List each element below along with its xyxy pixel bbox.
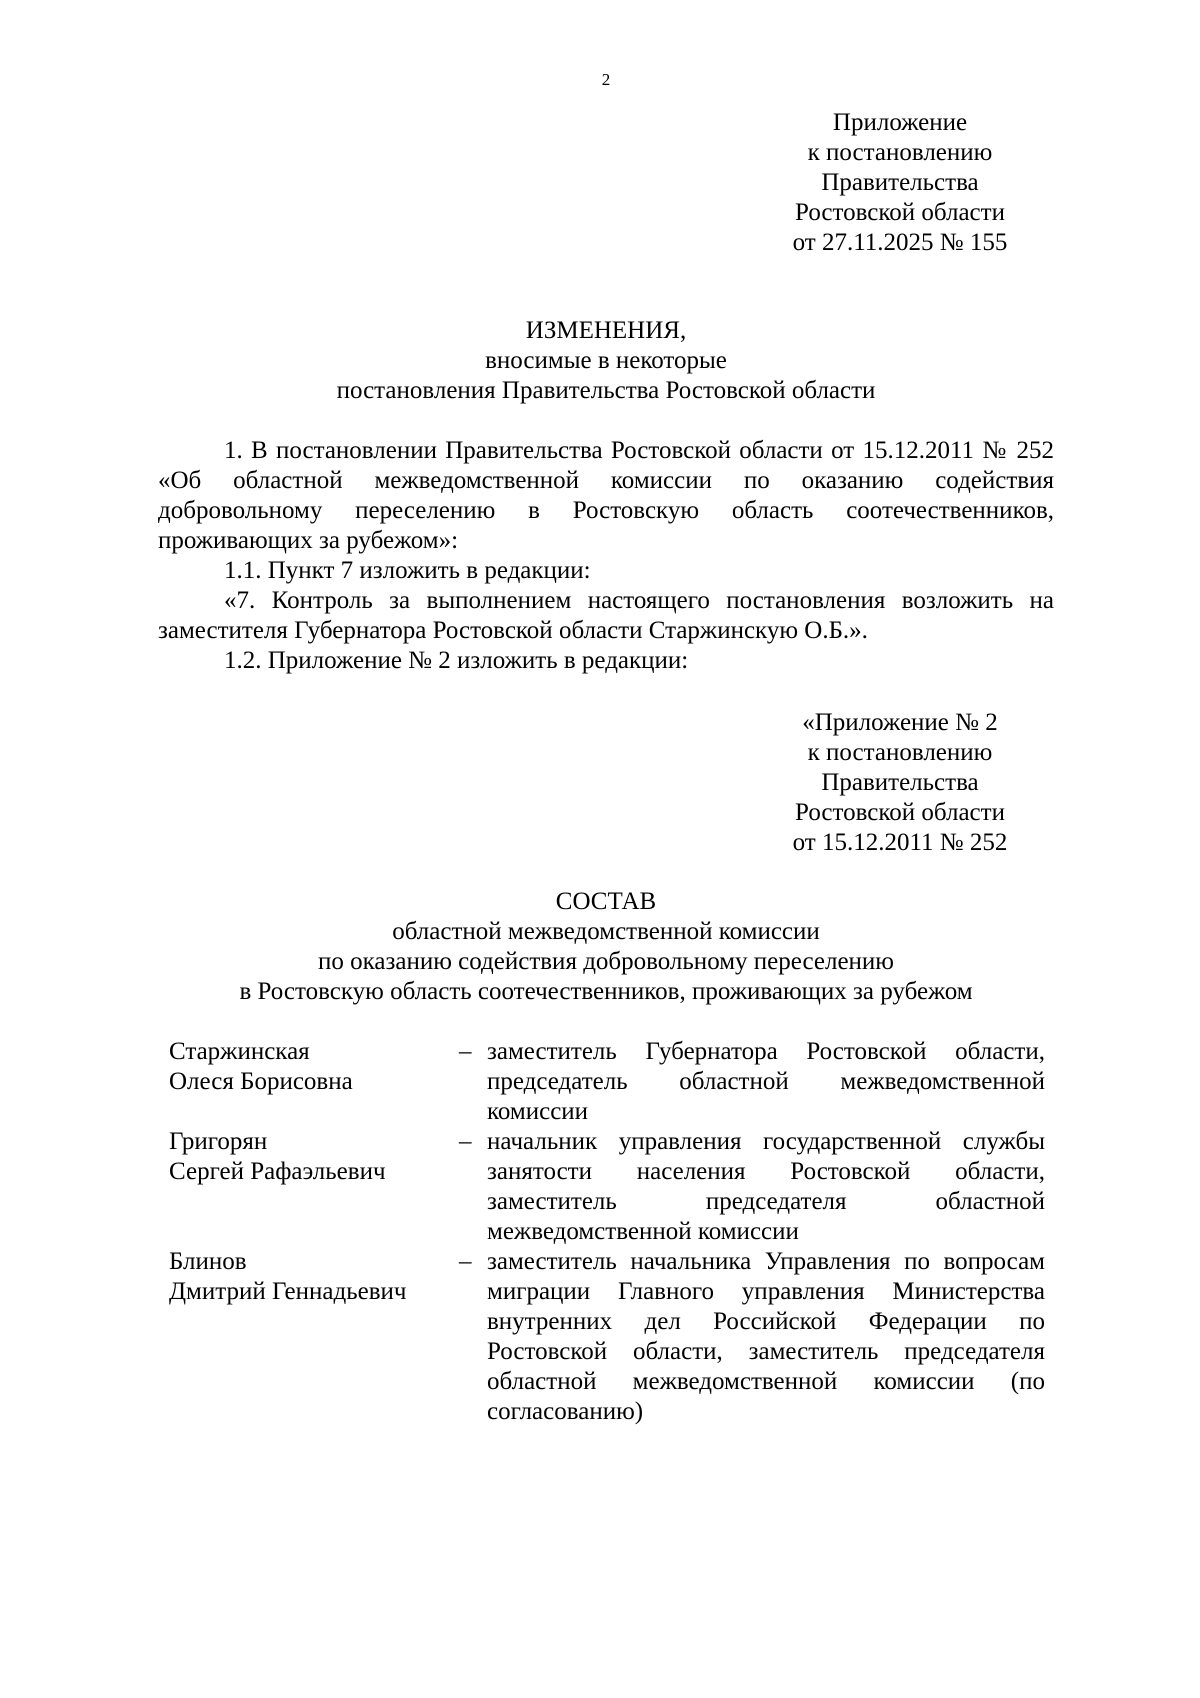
composition-title: [0, 887, 1200, 1007]
changes-title: [0, 316, 1200, 406]
member-name: [169, 1127, 459, 1187]
appendix-header-line: Ростовской области: [795, 199, 1005, 226]
page-number: 2: [601, 70, 611, 89]
appendix-header: [790, 108, 1010, 258]
appendix-header-line: Приложение: [832, 109, 968, 136]
member-role: заместитель начальника Управления по вопросам миграции Главного управления Министерства внутренних дел Российской Федерации по Ростовской области, заместитель председателя областной межведомственной комиссии (по согласованию): [487, 1248, 1045, 1425]
appendix-2-header-line: «Приложение № 2: [802, 709, 998, 736]
appendix-header-date: от 27.11.2025 № 155: [792, 229, 1008, 256]
member-given-names: Олеся Борисовна: [169, 1068, 353, 1095]
paragraph-1-2: 1.2. Приложение № 2 изложить в редакции:: [224, 647, 689, 674]
member-row: [169, 1037, 1045, 1127]
composition-heading: СОСТАВ: [555, 888, 657, 915]
changes-heading: ИЗМЕНЕНИЯ,: [525, 317, 687, 344]
member-surname: Блинов: [169, 1248, 247, 1275]
member-dash: –: [459, 1248, 472, 1275]
paragraph-quote-7: «7. Контроль за выполнением настоящего постановления возложить на заместителя Губернатора Ростовской области Старжинскую О.Б.».: [158, 587, 1054, 644]
appendix-header-line: Правительства: [821, 169, 979, 196]
member-role: начальник управления государственной службы занятости населения Ростовской области, заместитель председателя областной межведомственной комиссии: [487, 1128, 1045, 1245]
changes-subtitle-line: постановления Правительства Ростовской области: [336, 377, 876, 404]
changes-subtitle-line: вносимые в некоторые: [485, 347, 727, 374]
member-given-names: Дмитрий Геннадьевич: [169, 1278, 407, 1305]
paragraph-1-1: 1.1. Пункт 7 изложить в редакции:: [224, 557, 591, 584]
paragraph-1: 1. В постановлении Правительства Ростовской области от 15.12.2011 № 252 «Об областной межведомственной комиссии по оказанию содействия добровольному переселению в Ростовскую область соотечественников, проживающих за рубежом»:: [158, 437, 1054, 554]
member-row: [169, 1247, 1045, 1427]
composition-title-line: в Ростовскую область соотечественников, проживающих за рубежом: [239, 978, 973, 1005]
appendix-2-header-date: от 15.12.2011 № 252: [792, 829, 1008, 856]
appendix-2-header-line: к постановлению: [807, 739, 993, 766]
member-row: [169, 1127, 1045, 1247]
composition-title-line: областной межведомственной комиссии: [392, 918, 820, 945]
appendix-2-header-line: Ростовской области: [795, 799, 1005, 826]
member-role: заместитель Губернатора Ростовской области, председатель областной межведомственной комиссии: [487, 1038, 1045, 1125]
member-name: [169, 1037, 459, 1097]
appendix-2-header-line: Правительства: [821, 769, 979, 796]
member-dash: –: [459, 1038, 472, 1065]
composition-title-line: по оказанию содействия добровольному переселению: [318, 948, 894, 975]
appendix-header-line: к постановлению: [807, 139, 993, 166]
member-name: [169, 1247, 459, 1307]
member-dash: –: [459, 1128, 472, 1155]
member-surname: Старжинская: [169, 1038, 310, 1065]
document-body: [158, 436, 1054, 676]
member-surname: Григорян: [169, 1128, 268, 1155]
commission-member-list: [169, 1037, 1045, 1427]
appendix-2-header: [790, 708, 1010, 858]
member-given-names: Сергей Рафаэльевич: [169, 1158, 386, 1185]
